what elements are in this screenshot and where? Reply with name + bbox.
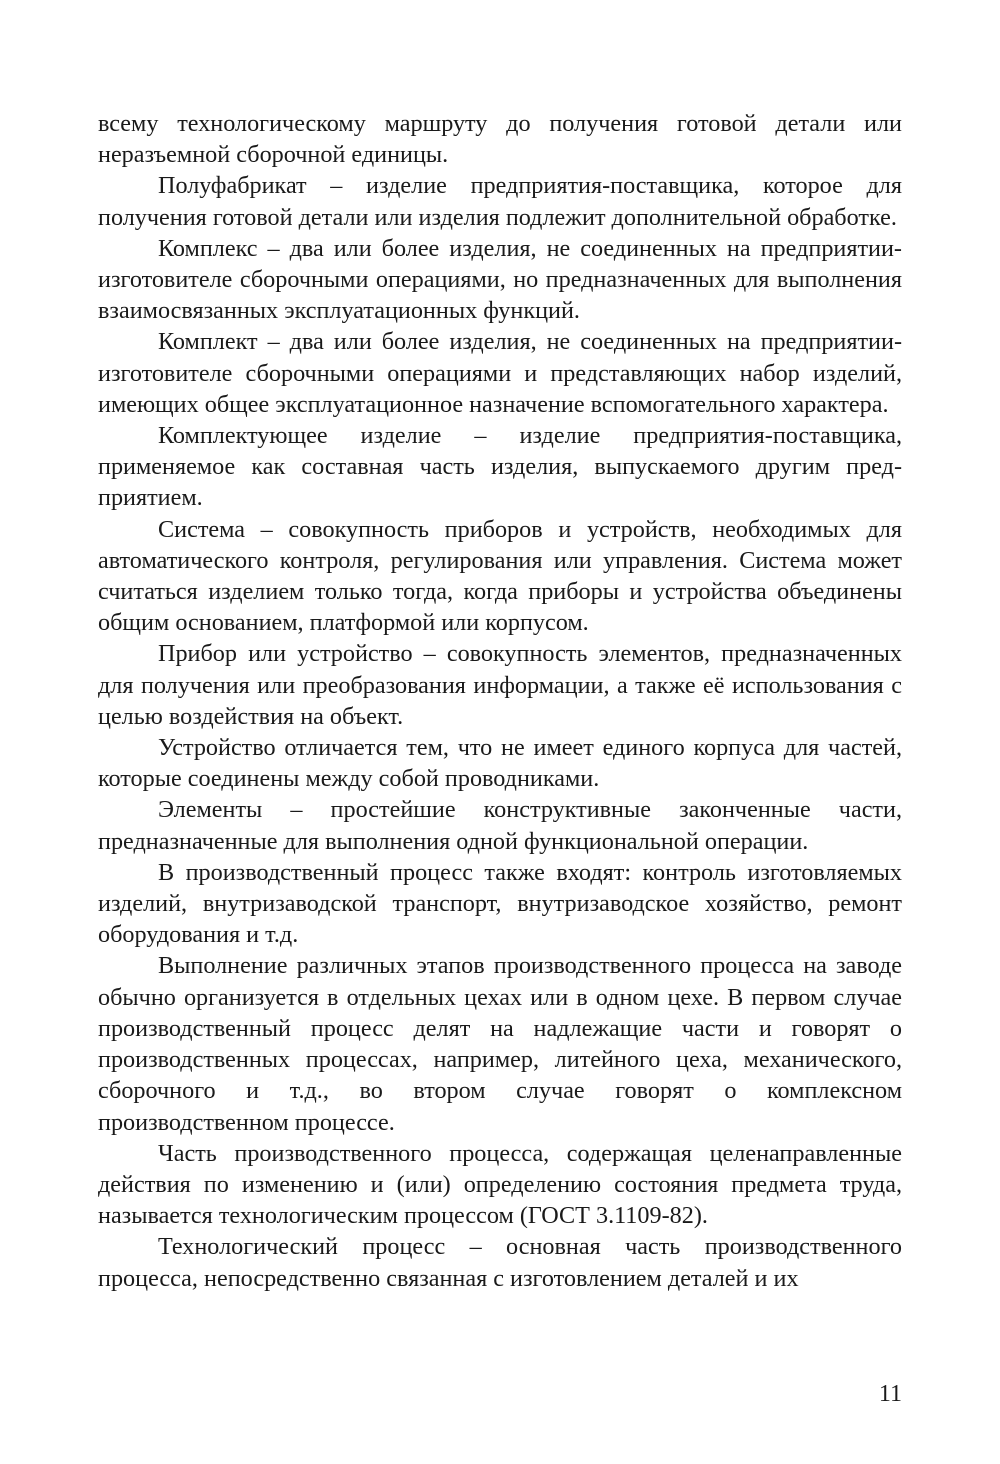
paragraph-production-stages: Выполнение различных этапов производственного процесса на заводе обычно организуется в отдельных цехах или в одном цехе. В первом случае производственный процесс делят на надлежащие части и говорят о производственных процессах, например, литейного цеха, механического, сборочного и т.д., во втором случае говорят о комплексном производственном процессе.: [98, 952, 902, 1136]
paragraph-kit: Комплект – два или более изделия, не соединенных на предприятии-изготовителе сборочными операциями и представляющих набор изделий, имеющих общее эксплуатационное назначение вспомогательного характера.: [98, 328, 902, 418]
paragraph-technological-process-definition: Часть производственного процесса, содержащая целенаправленные действия по изменению и (или) определению состояния предмета труда, называется технологическим процессом (ГОСТ 3.1109-82).: [98, 1139, 902, 1230]
page-body: [98, 108, 902, 1294]
paragraph-continuation: всему технологическому маршруту до получения готовой детали или неразъемной сборочной единицы.: [98, 110, 902, 169]
paragraph-component: Комплектующее изделие – изделие предприятия-поставщика, применяемое как составная часть изделия, выпускаемого другим предприятием.: [98, 422, 902, 512]
page-number: 11: [878, 1381, 902, 1407]
paragraph-semi-finished-product: Полуфабрикат – изделие предприятия-поставщика, которое для получения готовой детали или изделия подлежит дополнительной обработке.: [98, 172, 902, 231]
paragraph-complex: Комплекс – два или более изделия, не соединенных на предприятии-изготовителе сборочными операциями, но предназначенных для выполнения взаимосвязанных эксплуатационных функций.: [98, 234, 902, 325]
paragraph-device: Прибор или устройство – совокупность элементов, предназначенных для получения или преобразования информации, а также её использования с целью воздействия на объект.: [98, 640, 902, 730]
paragraph-production-includes: В производственный процесс также входят: контроль изготовляемых изделий, внутризаводской транспорт, внутризаводское хозяйство, ремонт оборудования и т.д.: [98, 858, 902, 949]
paragraph-technological-process: Технологический процесс – основная часть производственного процесса, непосредственно связанная с изготовлением деталей и их: [98, 1233, 902, 1292]
paragraph-system: Система – совокупность приборов и устройств, необходимых для автоматического контроля, регулирования или управления. Система может считаться изделием только тогда, когда приборы и устройства объединены общим основанием, платформой или корпусом.: [98, 515, 902, 637]
paragraph-device-difference: Устройство отличается тем, что не имеет единого корпуса для частей, которые соединены между собой проводниками.: [98, 734, 902, 793]
paragraph-elements: Элементы – простейшие конструктивные законченные части, предназначенные для выполнения одной функциональной операции.: [98, 796, 902, 855]
